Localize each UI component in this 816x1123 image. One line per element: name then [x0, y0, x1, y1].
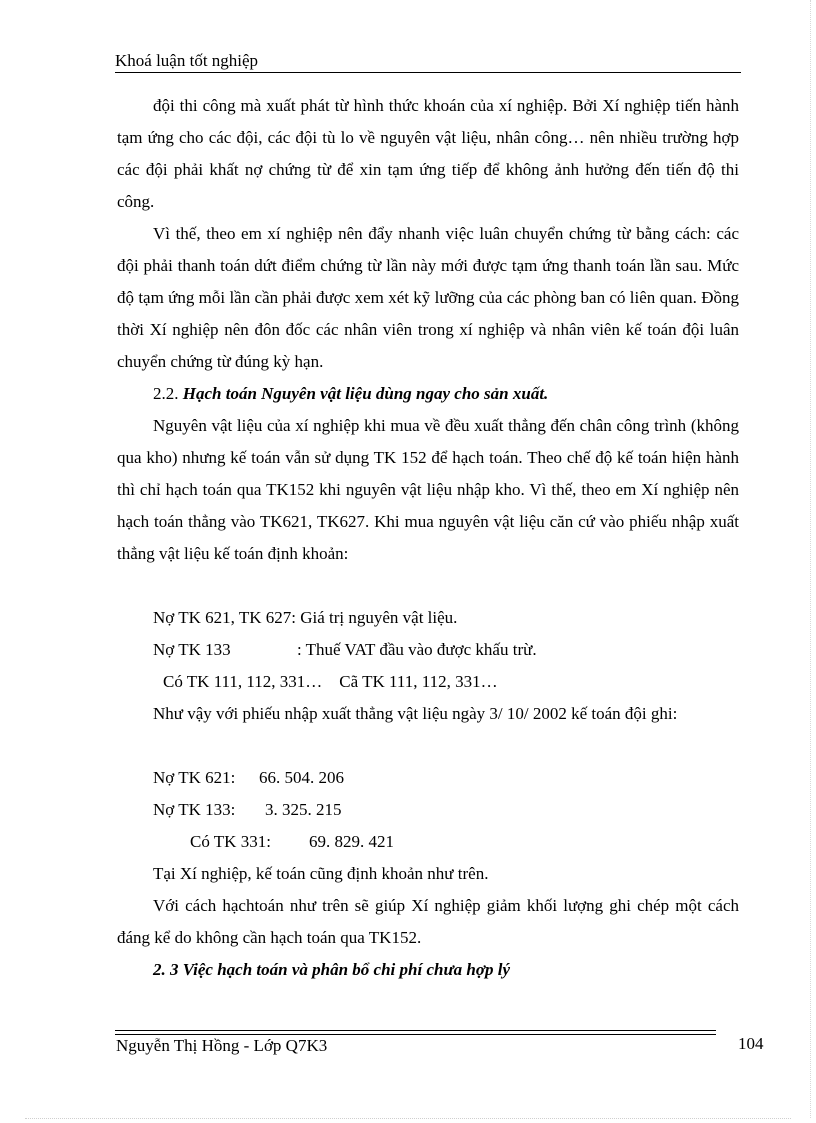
paragraph-2: Vì thế, theo em xí nghiệp nên đẩy nhanh việc luân chuyển chứng từ bằng cách: các đội phải thanh toán dứt điểm chứng từ lần này mới được tạm ứng thanh toán lần sau. Mức độ tạm ứng mỗi lần cần phải được xem xét kỹ lưỡng của các phòng ban có liên quan. Đồng thời Xí nghiệp nên đôn đốc các nhân viên trong xí nghiệp và nhân viên kế toán đội luân chuyển chứng từ đúng kỳ hạn.	[117, 224, 739, 371]
entry-debit-133-value: 3. 325. 215	[265, 800, 342, 819]
paragraph-6: Với cách hạchtoán như trên sẽ giúp Xí nghiệp giảm khối lượng ghi chép một cách đáng kể do không cần hạch toán qua TK152.	[117, 896, 739, 947]
section-number: 2.2.	[153, 384, 179, 403]
entry-line-2-label: Nợ TK 133	[153, 640, 231, 659]
entry-credit-331-value: 69. 829. 421	[309, 832, 394, 851]
footer-author: Nguyễn Thị Hồng - Lớp Q7K3	[116, 1036, 328, 1055]
paragraph-5: Tại Xí nghiệp, kế toán cũng định khoản như trên.	[153, 864, 489, 883]
paragraph-4: Như vậy với phiếu nhập xuất thẳng vật liệu ngày 3/ 10/ 2002 kế toán đội ghi:	[153, 704, 678, 723]
footer-rule	[115, 1030, 716, 1031]
page-edge-bottom	[25, 1118, 791, 1119]
header-title: Khoá luận tốt nghiệp	[115, 51, 259, 70]
page-number: 104	[738, 1034, 764, 1053]
entry-line-2-value: : Thuế VAT đầu vào được khấu trừ.	[297, 640, 537, 659]
page-edge-right	[810, 0, 811, 1118]
footer-rule-thin	[115, 1034, 716, 1035]
entry-debit-621-value: 66. 504. 206	[259, 768, 344, 787]
entry-debit-621-label: Nợ TK 621:	[153, 768, 236, 787]
section-heading-2-2	[153, 378, 548, 410]
entry-credit-331-label: Có TK 331:	[190, 832, 271, 851]
paragraph-1: đội thi công mà xuất phát từ hình thức khoán của xí nghiệp. Bởi Xí nghiệp tiến hành tạm ứng cho các đội, các đội tù lo về nguyên vật liệu, nhân công… nên nhiều trường hợp các đội phải khất nợ chứng từ để xin tạm ứng tiếp để không ảnh hưởng đến tiến độ thi công.	[117, 96, 739, 211]
entry-line-1: Nợ TK 621, TK 627: Giá trị nguyên vật liệu.	[153, 608, 458, 627]
paragraph-3: Nguyên vật liệu của xí nghiệp khi mua về đều xuất thẳng đến chân công trình (không qua kho) nhưng kế toán vẫn sử dụng TK 152 để hạch toán. Theo chế độ kế toán hiện hành thì chỉ hạch toán qua TK152 khi nguyên vật liệu nhập kho. Vì thế, theo em Xí nghiệp nên hạch toán thẳng vào TK621, TK627. Khi mua nguyên vật liệu căn cứ vào phiếu nhập xuất thẳng vật liệu kế toán định khoản:	[117, 416, 739, 563]
header-rule	[115, 72, 741, 73]
section-heading-2-3: 2. 3 Việc hạch toán và phân bổ chi phí chưa hợp lý	[153, 960, 510, 979]
section-title: Hạch toán Nguyên vật liệu dùng ngay cho sản xuất.	[182, 384, 549, 403]
entry-line-3: Có TK 111, 112, 331… Cã TK 111, 112, 331…	[163, 672, 498, 691]
entry-debit-133-label: Nợ TK 133:	[153, 800, 236, 819]
